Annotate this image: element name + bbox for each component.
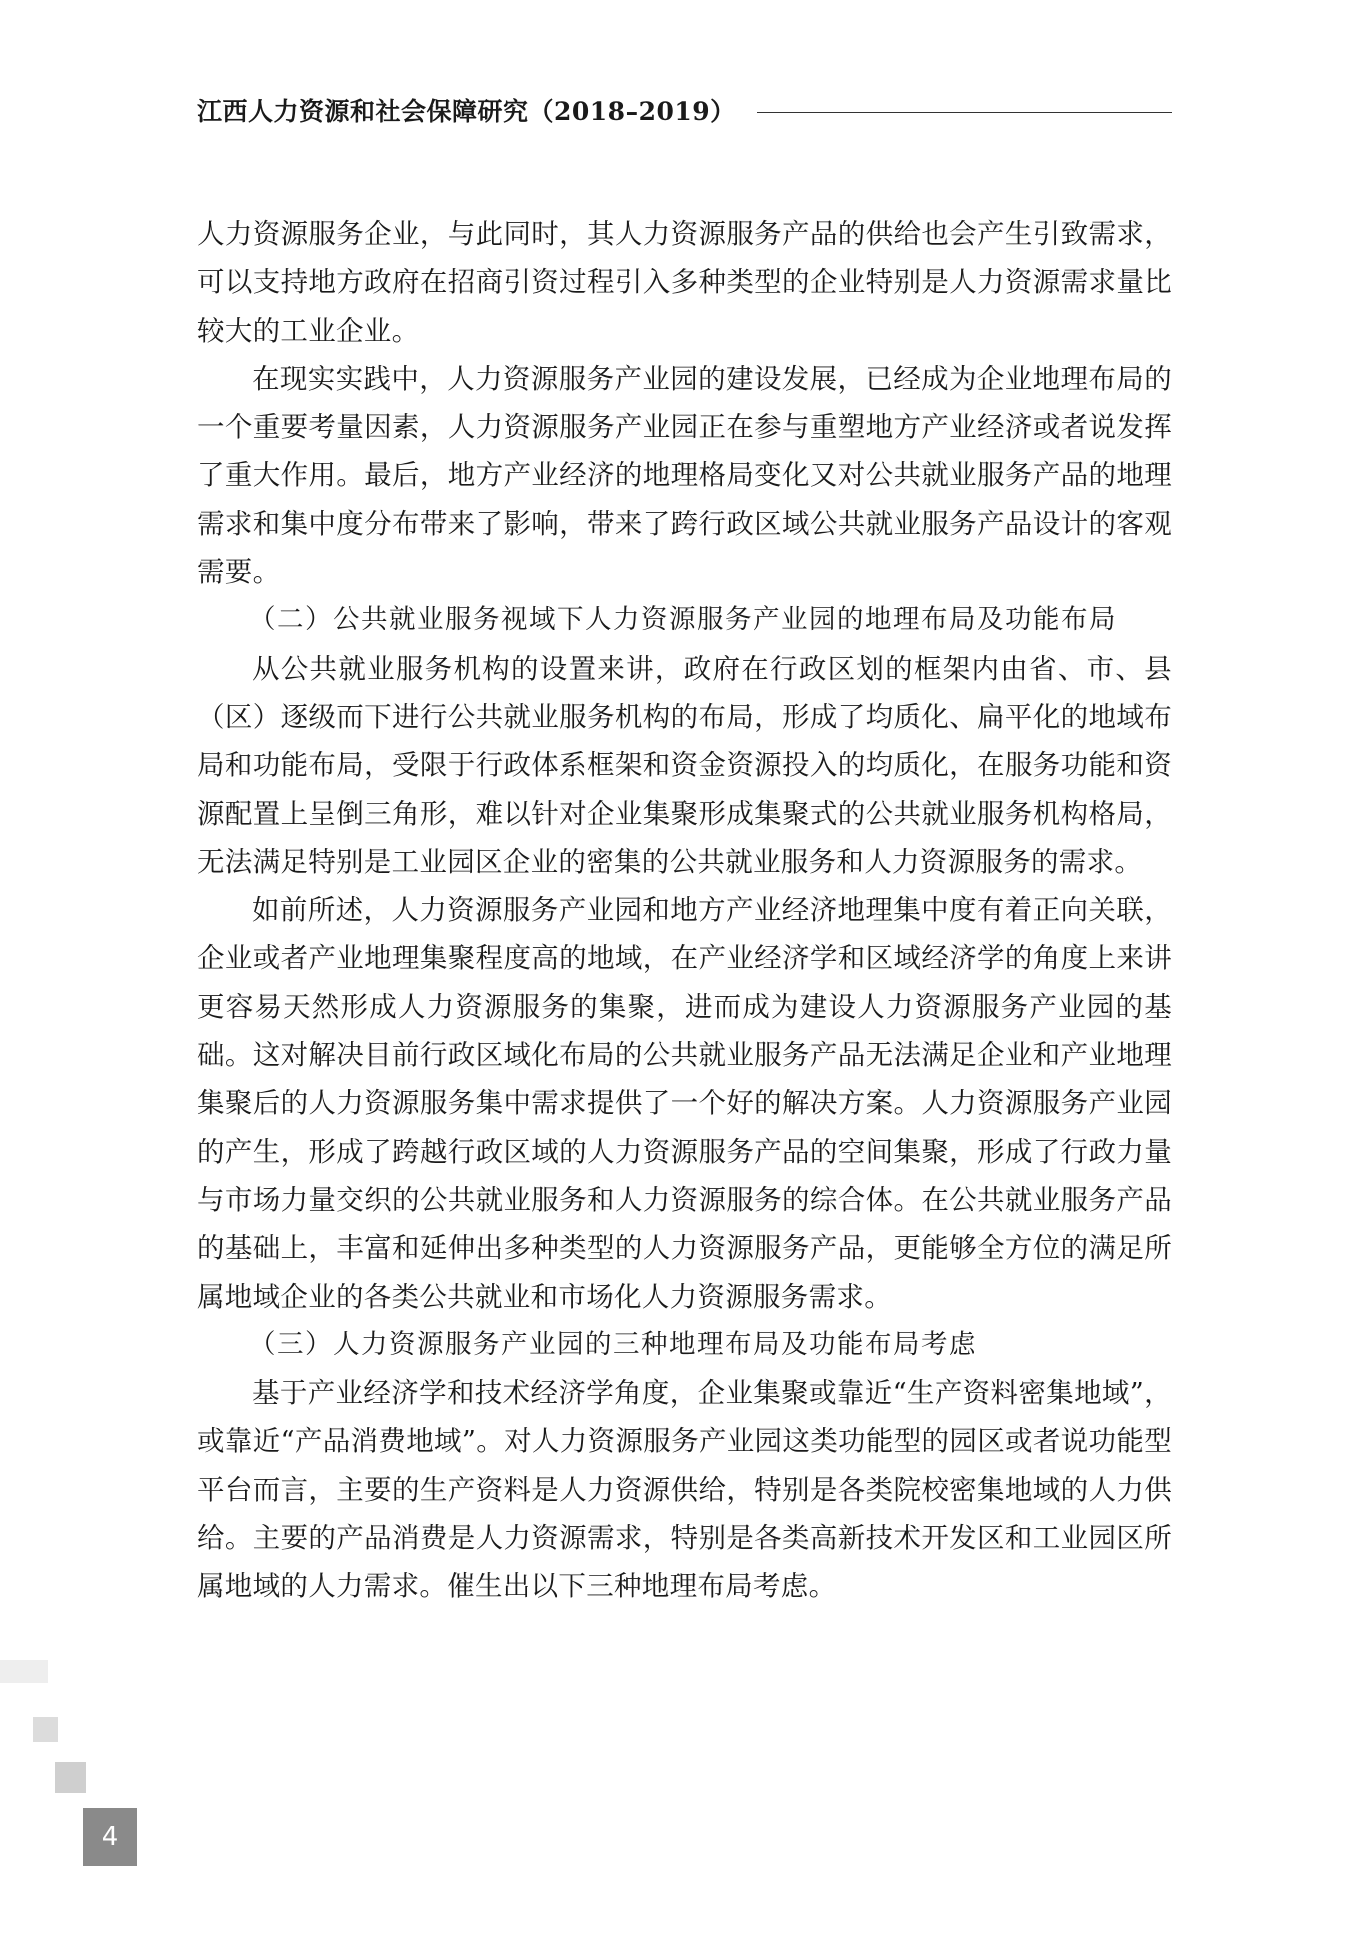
header-rule: [757, 112, 1172, 113]
paragraph-continued: 人力资源服务企业，与此同时，其人力资源服务产品的供给也会产生引致需求，可以支持地方政府在招商引资过程引入多种类型的企业特别是人力资源需求量比较大的工业企业。: [197, 218, 1172, 347]
paragraph: 如前所述，人力资源服务产业园和地方产业经济地理集中度有着正向关联，企业或者产业地理集聚程度高的地域，在产业经济学和区域经济学的角度上来讲更容易天然形成人力资源服务的集聚，进而成为建设人力资源服务产业园的基础。这对解决目前行政区域化布局的公共就业服务产品无法满足企业和产业地理集聚后的人力资源服务集中需求提供了一个好的解决方案。人力资源服务产业园的产生，形成了跨越行政区域的人力资源服务产品的空间集聚，形成了行政力量与市场力量交织的公共就业服务和人力资源服务的综合体。在公共就业服务产品的基础上，丰富和延伸出多种类型的人力资源服务产品，更能够全方位的满足所属地域企业的各类公共就业和市场化人力资源服务需求。: [197, 894, 1172, 1313]
running-header: [197, 92, 1172, 132]
paragraph: 在现实实践中，人力资源服务产业园的建设发展，已经成为企业地理布局的一个重要考量因素，人力资源服务产业园正在参与重塑地方产业经济或者说发挥了重大作用。最后，地方产业经济的地理格局变化又对公共就业服务产品的地理需求和集中度分布带来了影响，带来了跨行政区域公共就业服务产品设计的客观需要。: [197, 362, 1172, 589]
decorative-square: [55, 1762, 86, 1793]
decorative-square: [33, 1717, 58, 1742]
section-heading-3: （三）人力资源服务产业园的三种地理布局及功能布局考虑: [249, 1328, 977, 1360]
section-heading-2: （二）公共就业服务视域下人力资源服务产业园的地理布局及功能布局: [249, 604, 1117, 636]
body-text: [197, 210, 1172, 1611]
paragraph: 基于产业经济学和技术经济学角度，企业集聚或靠近“生产资料密集地域”，或靠近“产品消费地域”。对人力资源服务产业园这类功能型的园区或者说功能型平台而言，主要的生产资料是人力资源供给，特别是各类院校密集地域的人力供给。主要的产品消费是人力资源需求，特别是各类高新技术开发区和工业园区所属地域的人力需求。催生出以下三种地理布局考虑。: [197, 1377, 1172, 1603]
paragraph: 从公共就业服务机构的设置来讲，政府在行政区划的框架内由省、市、县（区）逐级而下进行公共就业服务机构的布局，形成了均质化、扁平化的地域布局和功能布局，受限于行政体系框架和资金资源投入的均质化，在服务功能和资源配置上呈倒三角形，难以针对企业集聚形成集聚式的公共就业服务机构格局，无法满足特别是工业园区企业的密集的公共就业服务和人力资源服务的需求。: [197, 652, 1172, 878]
decorative-square: [0, 1660, 48, 1683]
running-header-title: 江西人力资源和社会保障研究（2018–2019）: [197, 97, 736, 126]
page-number: 4: [83, 1808, 137, 1866]
